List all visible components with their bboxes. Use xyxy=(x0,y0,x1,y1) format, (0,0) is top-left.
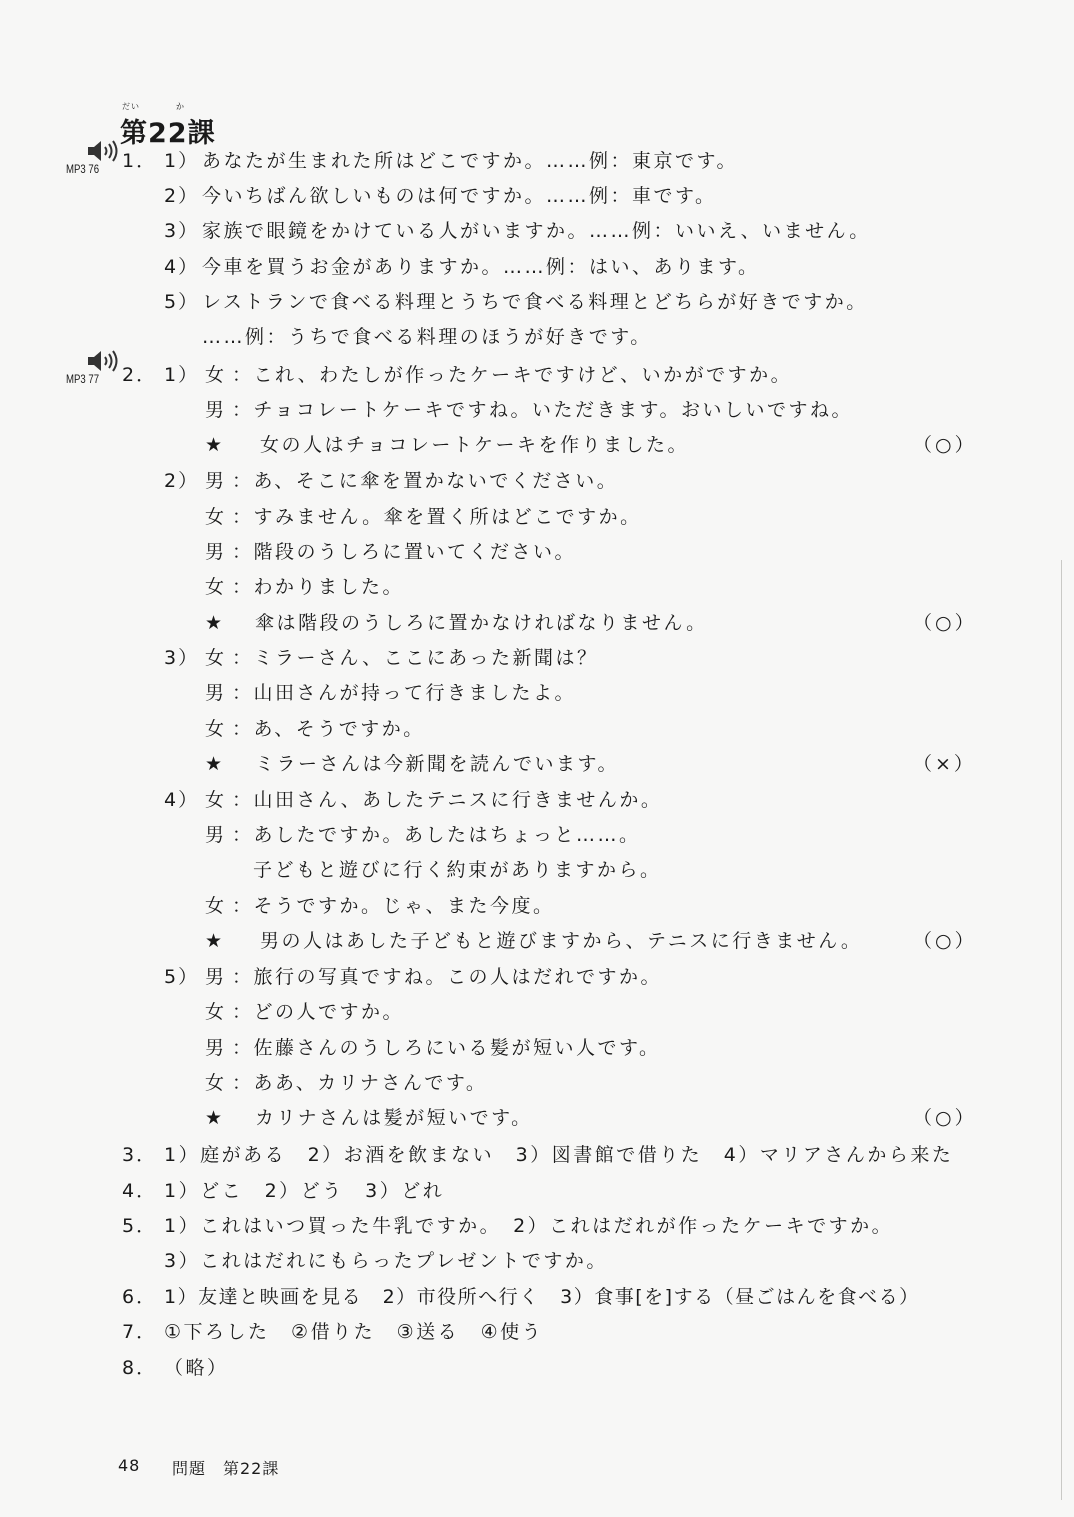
section-7-number: 7． xyxy=(122,1321,158,1343)
title-reading-dai: だい xyxy=(122,102,140,111)
dialogue-line: ：あしたですか。あしたはちょっと……。 xyxy=(232,824,641,846)
dialogue-line: ：あ、そこに傘を置かないでください。 xyxy=(232,470,619,492)
dialogue-line: ：これ、わたしが作ったケーキですけど、いかがですか。 xyxy=(232,364,793,386)
dialogue-line: ：すみません。傘を置く所はどこですか。 xyxy=(232,506,642,528)
section-6-number: 6． xyxy=(122,1286,158,1308)
section-5-number: 5． xyxy=(122,1215,158,1237)
dialogue-line: ：ああ、カリナさんです。 xyxy=(232,1072,488,1094)
speaker-label: 女 xyxy=(205,576,227,598)
section-3-answers: 1）庭がある 2）お酒を飲まない 3）図書館で借りた 4）マリアさんから来た xyxy=(164,1144,954,1166)
statement: カリナさんは髪が短いです。 xyxy=(255,1107,533,1129)
page-number: 48 xyxy=(118,1456,141,1475)
dialogue-line: ：山田さん、あしたテニスに行きませんか。 xyxy=(232,789,663,811)
footer-label: 問題 第22課 xyxy=(172,1459,280,1478)
title-reading-ka: か xyxy=(176,102,185,111)
star-icon: ★ xyxy=(205,1107,225,1129)
item-number: 3） xyxy=(164,220,200,242)
answer-mark: （○） xyxy=(913,612,977,634)
speaker-icon xyxy=(86,140,120,162)
dialogue-line: ：あ、そうですか。 xyxy=(232,718,425,740)
speaker-label: 男 xyxy=(205,1037,227,1059)
dialogue-line-continued: 子どもと遊びに行く約束がありますから。 xyxy=(253,859,662,881)
dialogue-line: ：チョコレートケーキですね。いただきます。おいしいですね。 xyxy=(232,399,854,421)
item-number: 4） xyxy=(164,789,200,811)
item-number: 4） xyxy=(164,256,200,278)
star-icon: ★ xyxy=(205,434,225,456)
section-5-answers-continued: 3）これはだれにもらったプレゼントですか。 xyxy=(164,1250,608,1272)
dialogue-line: ：佐藤さんのうしろにいる髪が短い人です。 xyxy=(232,1037,661,1059)
audio-label-1: MP3 76 xyxy=(66,162,100,176)
section-5-answers: 1）これはいつ買った牛乳ですか。 2）これはだれが作ったケーキですか。 xyxy=(164,1215,894,1237)
statement: 傘は階段のうしろに置かなければなりません。 xyxy=(255,612,708,634)
star-icon: ★ xyxy=(205,930,225,952)
section-3-number: 3． xyxy=(122,1144,158,1166)
page-edge-divider xyxy=(1061,560,1062,1500)
speaker-label: 男 xyxy=(205,682,227,704)
answer-mark: （○） xyxy=(913,1107,977,1129)
section-7-answers: ①下ろした ②借りた ③送る ④使う xyxy=(164,1321,544,1343)
dialogue-line: ：どの人ですか。 xyxy=(232,1001,405,1023)
item-number: 1） xyxy=(164,150,200,172)
star-icon: ★ xyxy=(205,753,225,775)
question-text: あなたが生まれた所はどこですか。……例：東京です。 xyxy=(202,150,738,172)
speaker-label: 男 xyxy=(205,966,227,988)
statement: ミラーさんは今新聞を読んでいます。 xyxy=(255,753,619,775)
speaker-label: 女 xyxy=(205,1001,227,1023)
section-4-answers: 1）どこ 2）どう 3）どれ xyxy=(164,1180,445,1202)
item-number: 2） xyxy=(164,185,200,207)
speaker-label: 男 xyxy=(205,541,227,563)
statement: 女の人はチョコレートケーキを作りました。 xyxy=(260,434,690,456)
speaker-label: 男 xyxy=(205,470,227,492)
section-4-number: 4． xyxy=(122,1180,158,1202)
audio-marker-2[interactable] xyxy=(66,350,120,386)
speaker-label: 女 xyxy=(205,718,227,740)
answer-mark: （×） xyxy=(913,753,976,775)
dialogue-line: ：そうですか。じゃ、また今度。 xyxy=(232,895,555,917)
answer-mark: （○） xyxy=(913,434,977,456)
item-number: 5） xyxy=(164,966,200,988)
item-number: 2） xyxy=(164,470,200,492)
dialogue-line: ：ミラーさん、ここにあった新聞は？ xyxy=(232,647,599,669)
dialogue-line: ：旅行の写真ですね。この人はだれですか。 xyxy=(232,966,663,988)
section-2-number: 2． xyxy=(122,364,158,386)
speaker-label: 女 xyxy=(205,895,227,917)
section-1-number: 1． xyxy=(122,150,158,172)
audio-marker-1[interactable] xyxy=(66,140,120,176)
section-8-number: 8． xyxy=(122,1357,158,1379)
speaker-label: 男 xyxy=(205,824,227,846)
dialogue-line: ：階段のうしろに置いてください。 xyxy=(232,541,577,563)
question-text-continued: ……例：うちで食べる料理のほうが好きです。 xyxy=(202,326,652,348)
question-text: レストランで食べる料理とうちで食べる料理とどちらが好きですか。 xyxy=(202,291,868,313)
answer-mark: （○） xyxy=(913,930,977,952)
audio-label-2: MP3 77 xyxy=(66,372,100,386)
item-number: 5） xyxy=(164,291,200,313)
speaker-icon xyxy=(86,350,120,372)
star-icon: ★ xyxy=(205,612,225,634)
speaker-label: 女 xyxy=(205,789,227,811)
question-text: 家族で眼鏡をかけている人がいますか。……例：いいえ、いません。 xyxy=(202,220,871,242)
section-8-answers: （略） xyxy=(164,1357,229,1379)
item-number: 3） xyxy=(164,647,200,669)
section-6-answers: 1）友達と映画を見る 2）市役所へ行く 3）食事[を]する（昼ごはんを食べる） xyxy=(164,1286,920,1308)
speaker-label: 女 xyxy=(205,364,227,386)
dialogue-line: ：山田さんが持って行きましたよ。 xyxy=(232,682,577,704)
dialogue-line: ：わかりました。 xyxy=(232,576,405,598)
item-number: 1） xyxy=(164,364,200,386)
speaker-label: 女 xyxy=(205,647,227,669)
question-text: 今車を買うお金がありますか。……例：はい、あります。 xyxy=(202,256,760,278)
speaker-label: 女 xyxy=(205,1072,227,1094)
speaker-label: 男 xyxy=(205,399,227,421)
speaker-label: 女 xyxy=(205,506,227,528)
question-text: 今いちばん欲しいものは何ですか。……例：車です。 xyxy=(202,185,717,207)
lesson-title: 第22課 xyxy=(120,118,216,149)
statement: 男の人はあした子どもと遊びますから、テニスに行きません。 xyxy=(260,930,863,952)
